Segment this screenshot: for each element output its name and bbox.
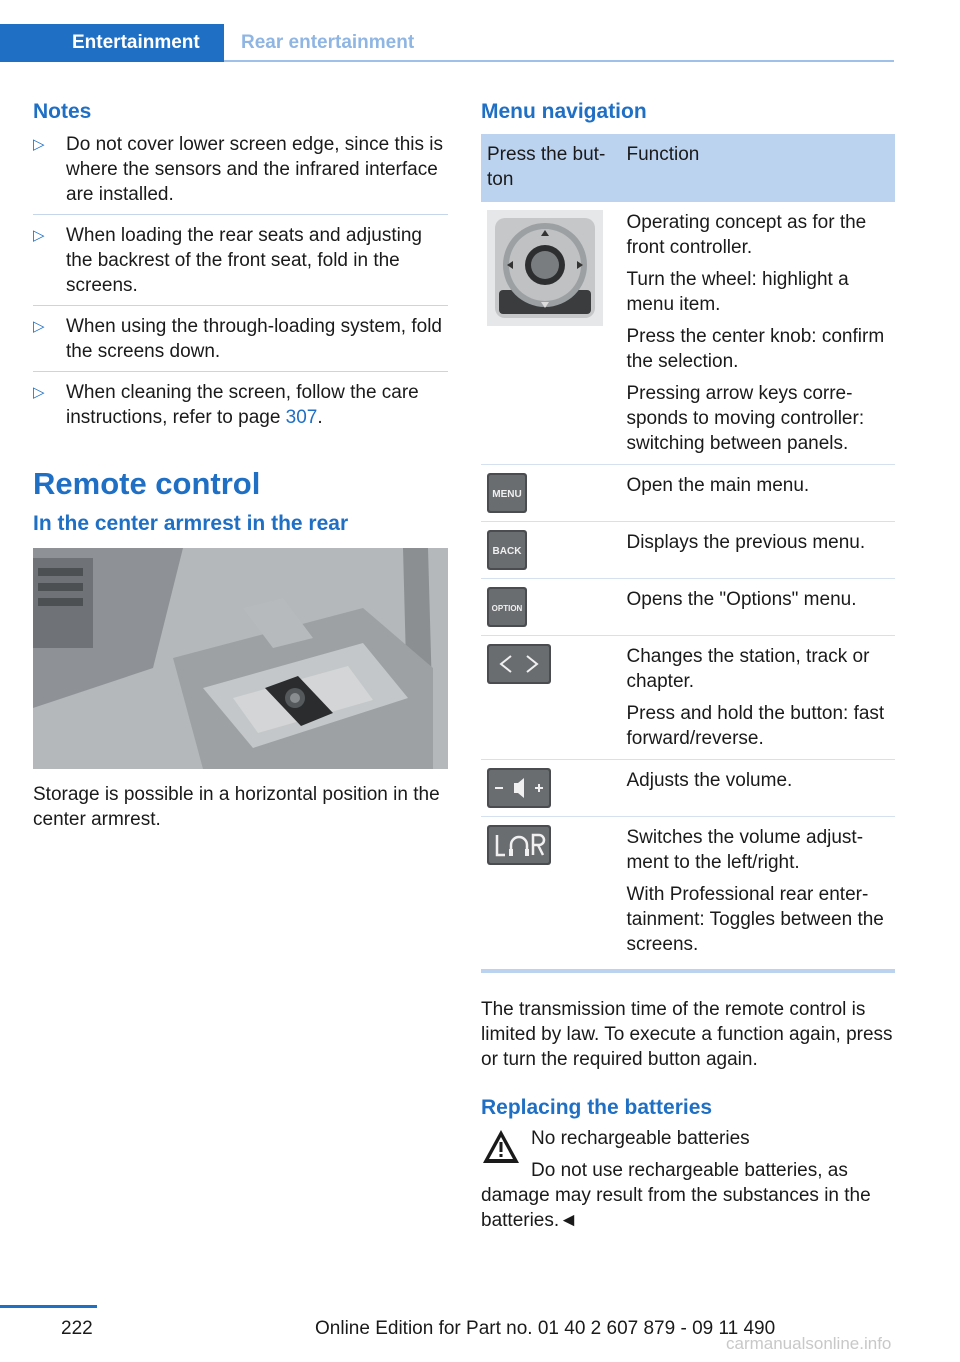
- tab-entertainment[interactable]: Entertainment: [0, 24, 224, 62]
- batteries-title: Replacing the batteries: [481, 1096, 713, 1119]
- function-text: Pressing arrow keys corresponds to moving controller: switching between panels.: [626, 383, 865, 454]
- function-text: Open the main menu.: [626, 475, 810, 496]
- table-row: [481, 579, 895, 636]
- note-text: When cleaning the screen, follow the care instructions, refer to page: [66, 382, 419, 428]
- option-button-icon: [487, 587, 527, 627]
- triangle-bullet-icon: ▷: [33, 384, 45, 401]
- tab-rear-entertainment[interactable]: Rear entertainment: [241, 32, 415, 53]
- battery-warning: [481, 1126, 895, 1233]
- function-text: Press the center knob: confirm the selection.: [626, 326, 885, 372]
- svg-text:OPTION: OPTION: [491, 604, 523, 613]
- note-suffix: .: [317, 407, 323, 428]
- volume-buttons-icon: [487, 768, 551, 808]
- table-row: [481, 465, 895, 522]
- header-divider: [224, 60, 894, 62]
- note-text: Do not cover lower screen edge, since this is where the sensors and the infrared interface are installed.: [66, 134, 444, 205]
- table-row: [481, 202, 895, 465]
- controller-icon: [487, 210, 603, 326]
- transmission-note: The transmission time of the remote control is limited by law. To execute a function again, press or turn the required button again.: [481, 999, 893, 1070]
- warning-line-1: No rechargeable batteries: [531, 1128, 750, 1149]
- svg-text:BACK: BACK: [492, 546, 522, 557]
- warning-triangle-icon: [481, 1128, 521, 1166]
- menu-navigation-table: [481, 134, 895, 973]
- armrest-remote-photo: [33, 548, 448, 769]
- triangle-bullet-icon: ▷: [33, 136, 45, 153]
- armrest-subtitle: In the center armrest in the rear: [33, 512, 349, 535]
- triangle-bullet-icon: ▷: [33, 227, 45, 244]
- page-number: 222: [61, 1318, 93, 1339]
- function-text: Operating concept as for the front controller.: [626, 212, 867, 258]
- function-text: Press and hold the button: fast forward/reverse.: [626, 703, 885, 749]
- svg-text:MENU: MENU: [492, 489, 522, 500]
- function-text: Displays the previous menu.: [626, 532, 866, 553]
- menu-button-icon: [487, 473, 527, 513]
- function-text: With Professional rear entertainment: Toggles between the screens.: [626, 884, 884, 955]
- edition-text: Online Edition for Part no. 01 40 2 607 879 - 09 11 490: [315, 1318, 776, 1339]
- triangle-bullet-icon: ▷: [33, 318, 45, 335]
- notes-title: Notes: [33, 100, 92, 123]
- back-button-icon: [487, 530, 527, 570]
- table-row: [481, 636, 895, 760]
- note-item: [33, 223, 448, 298]
- divider: [33, 371, 448, 372]
- left-right-buttons-icon: [487, 825, 551, 865]
- right-column: [481, 100, 895, 1233]
- notes-list: [33, 132, 448, 430]
- table-row: [481, 817, 895, 972]
- skip-buttons-icon: [487, 644, 551, 684]
- note-item: [33, 132, 448, 207]
- page-header: [0, 0, 960, 62]
- table-row: [481, 760, 895, 817]
- page-reference-link[interactable]: 307: [285, 407, 318, 428]
- note-text: When loading the rear seats and adjusting the backrest of the front seat, fold in the screens.: [66, 225, 422, 296]
- table-header-row: [481, 134, 895, 202]
- footer-divider: [0, 1305, 97, 1308]
- warning-line-2: Do not use rechargeable batteries, as damage may result from the substances in the batteries.◄: [481, 1160, 871, 1231]
- left-column: [33, 100, 448, 832]
- menu-navigation-title: Menu navigation: [481, 100, 647, 123]
- watermark: carmanualsonline.info: [726, 1334, 892, 1353]
- column-header-button: Press the button: [481, 134, 620, 202]
- remote-control-title: Remote control: [33, 466, 261, 501]
- function-text: Opens the "Options" menu.: [626, 589, 857, 610]
- note-item: [33, 314, 448, 364]
- column-header-function: Function: [620, 134, 895, 202]
- table-row: [481, 522, 895, 579]
- note-text: When using the through-loading system, fold the screens down.: [66, 316, 442, 362]
- function-text: Changes the station, track or chapter.: [626, 646, 870, 692]
- function-text: Switches the volume adjustment to the left/right.: [626, 827, 864, 873]
- function-text: Turn the wheel: highlight a menu item.: [626, 269, 849, 315]
- function-text: Adjusts the volume.: [626, 770, 793, 791]
- divider: [33, 305, 448, 306]
- note-item: [33, 380, 448, 430]
- photo-caption: Storage is possible in a horizontal position in the center armrest.: [33, 784, 440, 830]
- divider: [33, 214, 448, 215]
